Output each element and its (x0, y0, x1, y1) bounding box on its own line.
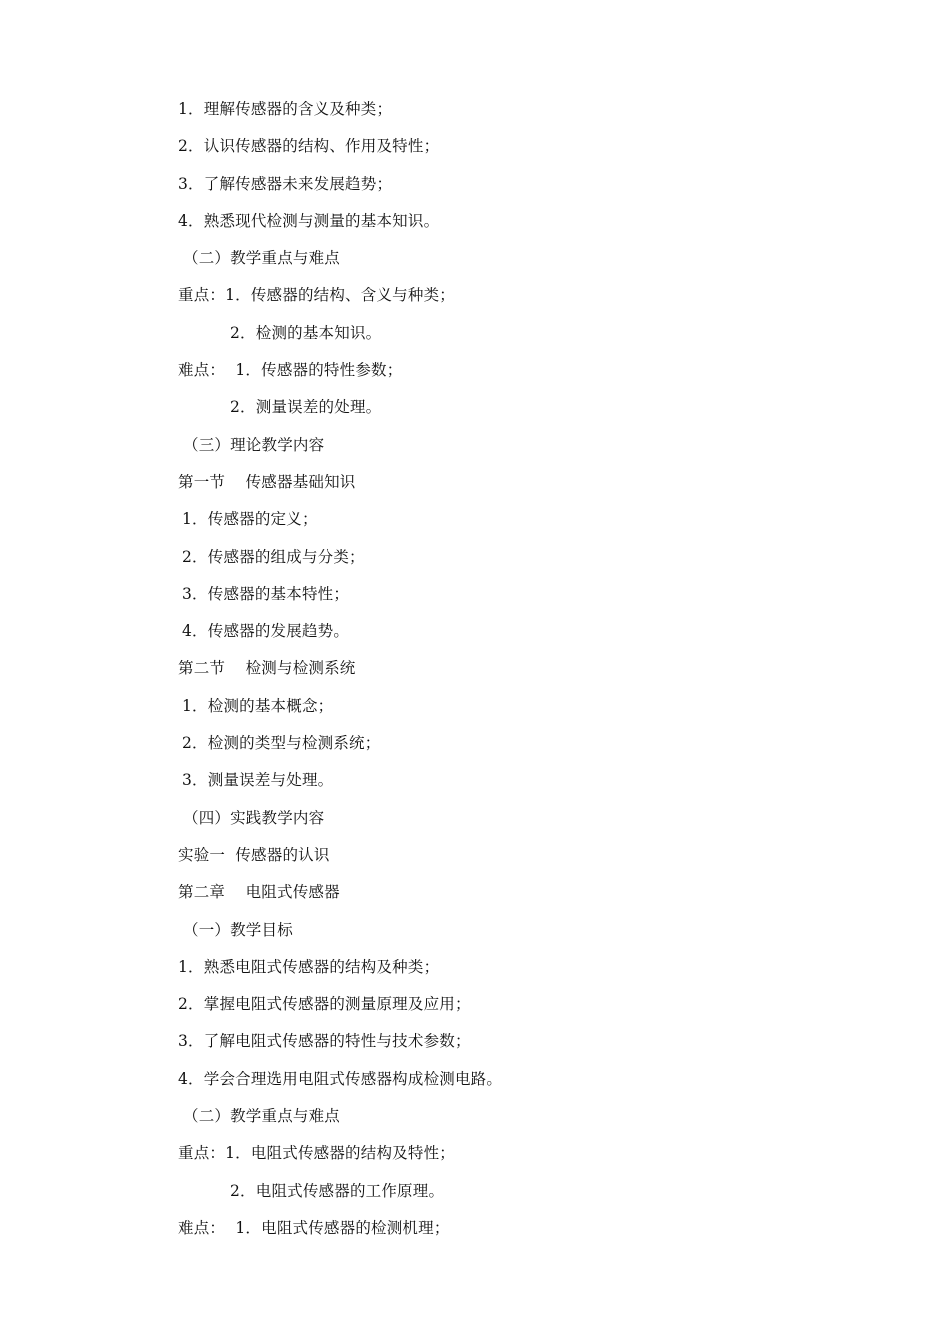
text-line: 2．电阻式传感器的工作原理。 (230, 1181, 445, 1200)
text-line: 3．测量误差与处理。 (182, 771, 334, 790)
text-line: 2．测量误差的处理。 (230, 398, 382, 417)
text-line: 难点： 1．电阻式传感器的检测机理； (178, 1218, 450, 1237)
text-line: （二）教学重点与难点 (183, 249, 341, 268)
text-line: 4．学会合理选用电阻式传感器构成检测电路。 (178, 1069, 503, 1088)
text-line: 第二章 电阻式传感器 (178, 883, 340, 902)
text-line: 2．检测的基本知识。 (230, 323, 382, 342)
text-line: 1．检测的基本概念； (182, 696, 334, 715)
text-line: 重点：1．电阻式传感器的结构及特性； (178, 1144, 455, 1163)
text-line: 3．了解传感器未来发展趋势； (178, 174, 393, 193)
text-line: （一）教学目标 (183, 920, 293, 939)
text-line: 2．检测的类型与检测系统； (182, 734, 381, 753)
text-line: 第二节 检测与检测系统 (178, 659, 356, 678)
text-line: 难点： 1．传感器的特性参数； (178, 361, 403, 380)
text-line: 3．了解电阻式传感器的特性与技术参数； (178, 1032, 471, 1051)
text-line: 1．理解传感器的含义及种类； (178, 100, 393, 118)
document-body (178, 96, 898, 1252)
text-line: 重点：1．传感器的结构、含义与种类； (178, 286, 455, 305)
text-line: （二）教学重点与难点 (183, 1107, 341, 1126)
text-line: 1．熟悉电阻式传感器的结构及种类； (178, 957, 440, 976)
text-line: 2．认识传感器的结构、作用及特性； (178, 137, 440, 156)
text-line: 2．掌握电阻式传感器的测量原理及应用； (178, 995, 471, 1014)
text-line: （四）实践教学内容 (183, 808, 325, 827)
text-line: 实验一 传感器的认识 (178, 845, 330, 864)
text-line: 1．传感器的定义； (182, 510, 318, 529)
text-line: 3．传感器的基本特性； (182, 584, 350, 603)
text-line: 4．传感器的发展趋势。 (182, 622, 350, 641)
text-line: 4．熟悉现代检测与测量的基本知识。 (178, 211, 440, 230)
text-line: （三）理论教学内容 (183, 435, 325, 454)
text-line: 第一节 传感器基础知识 (178, 472, 356, 491)
text-line: 2．传感器的组成与分类； (182, 547, 365, 566)
